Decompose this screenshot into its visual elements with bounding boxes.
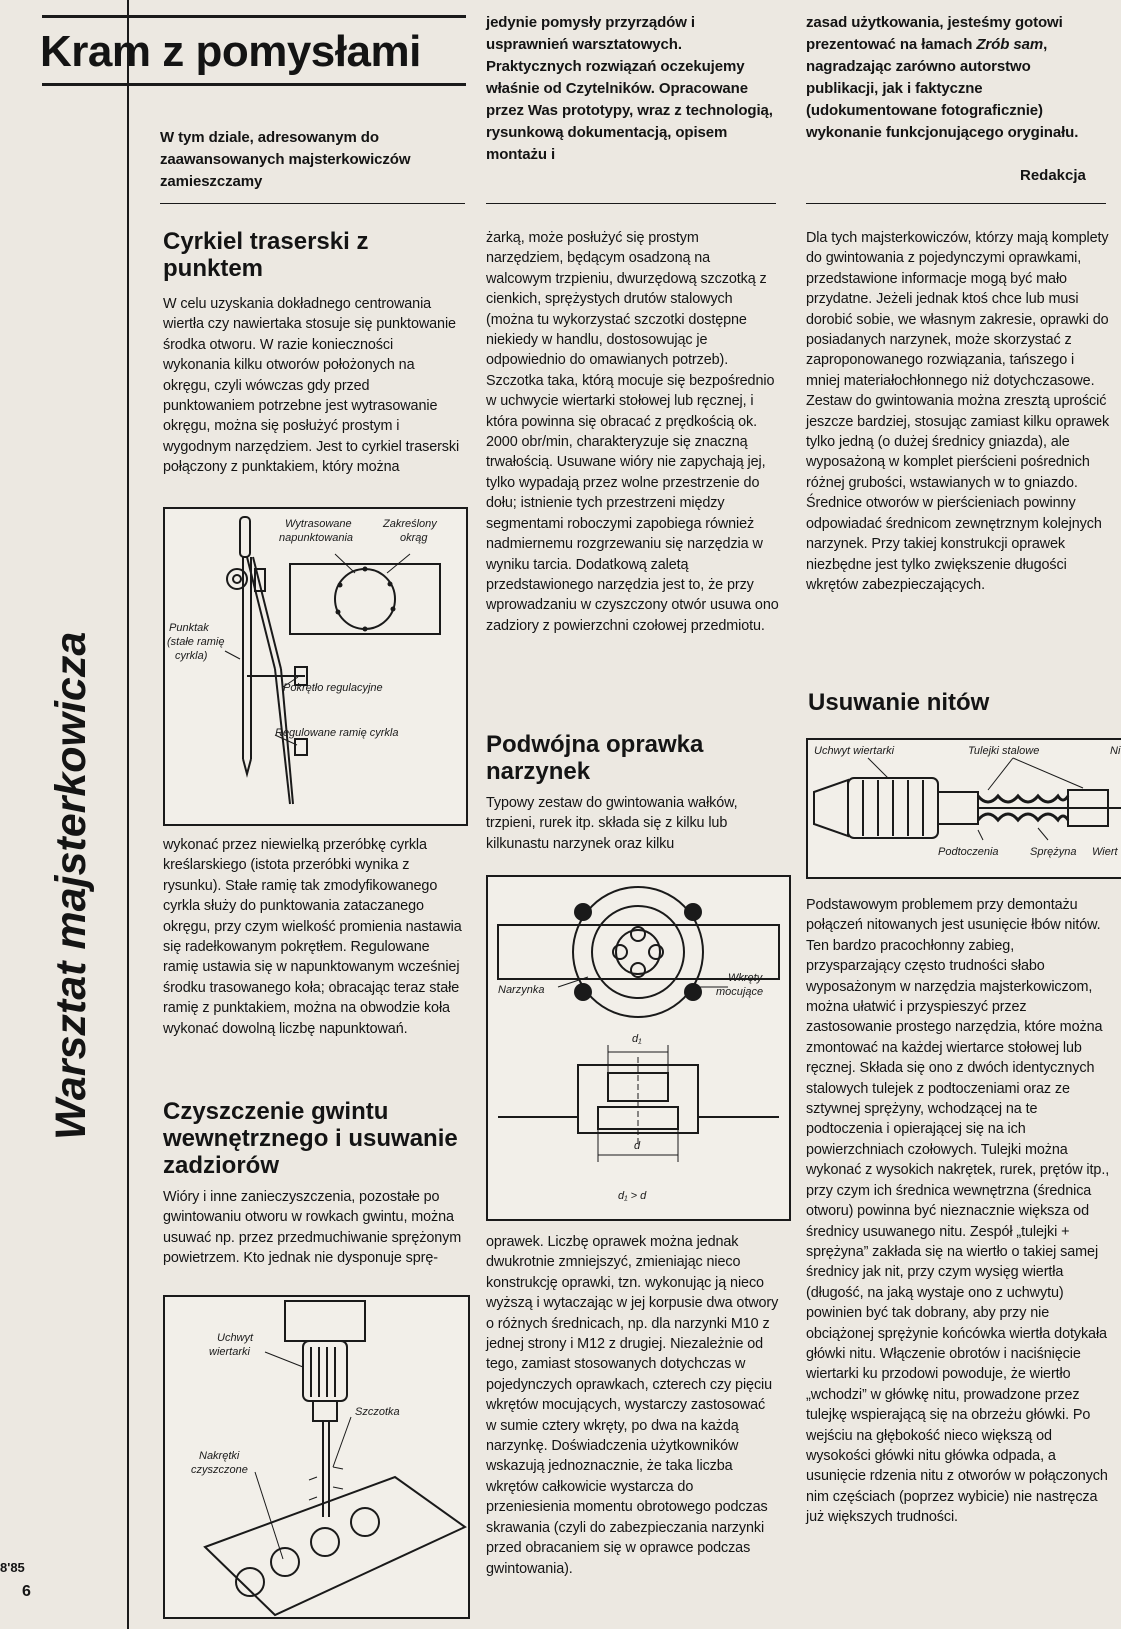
label-nity-nit: Ni <box>1110 745 1121 757</box>
article-body-nity: Podstawowym problemem przy demontażu połączeń nitowanych jest usunięcie łbów nitów. Ten bardzo pracochłonny zabieg, przysparzający często trudności słabo wyposażonym w narzędzia majsterkowiczom, można ułatwić i przyspieszyć przez zastosowanie prostego narzędzia, które można zmontować na każdej wiertarce stołowej lub ręcznej. Składa się ono z dwóch identycznych stalowych tulejek z podtoczeniami oraz ze sztywnej sprężyny, wchodzącej na te podtoczenia i opierającej się na ich powierzchniach czołowych. Tulejki można wykonać z wysokich nakrętek, rurek, prętów itp., przy czym ich średnica wewnętrzna (średnica otworu) powinna być nieznacznie większa od średnicy usuwanego nitu. Zespół „tulejki + sprężyna” zakłada się na wiertło o takiej samej średnicy jak nit, przy czym wysięg wiertła (długość, na jaką wystaje ono z uchwytu) powinien być tak dobrany, aby przy nie obciążonej sprężynie końcówka wiertła dotykała główki nitu. Włączenie obrotów i naciśnięcie wiertarki ku przodowi powoduje, że wiertło „wchodzi” w główkę nitu, prowadzone przez tulejkę wspierającą się na obrzeżu główki. Po wejściu na głębokość nieco większą od wysokości główki nitu główka odpada, a usunięcie rdzenia nitu z otworów w połączonych nim częściach (poprzez wybicie) nie nastręcza już większych trudności. <box>806 897 1110 1526</box>
header-top-rule <box>42 15 466 18</box>
label-wkrety-1: Wkręty <box>728 972 763 984</box>
label-wytrasowane-1: Wytrasowane <box>285 518 352 530</box>
article-title-nity: Usuwanie nitów <box>808 689 990 716</box>
intro-divider-1 <box>160 203 465 204</box>
article-title-cyrkiel: Cyrkiel traserski z punktem <box>163 228 369 282</box>
issue-number: 8'85 <box>0 1560 25 1575</box>
figure-szczotka <box>163 1295 470 1619</box>
label-regulowane-ramie: Regulowane ramię cyrkla <box>275 727 399 739</box>
label-punktak-2: (stałe ramię <box>167 636 225 648</box>
label-nakretki-2: czyszczone <box>191 1464 248 1476</box>
label-punktak-1: Punktak <box>169 622 209 634</box>
left-vertical-rule <box>127 0 129 1629</box>
label-uchwyt-1: Uchwyt <box>217 1332 254 1344</box>
editorial-signature: Redakcja <box>1020 167 1086 184</box>
label-nity-uchwyt: Uchwyt wiertarki <box>814 745 895 757</box>
label-narzynka: Narzynka <box>498 984 545 996</box>
figure-oprawka <box>486 875 791 1221</box>
label-d-relation: d₁ > d <box>618 1190 647 1202</box>
label-nity-tulejki: Tulejki stalowe <box>968 745 1040 757</box>
figure-nity <box>806 738 1121 879</box>
label-wytrasowane-2: napunktowania <box>279 532 354 544</box>
label-szczotka: Szczotka <box>355 1406 400 1418</box>
label-punktak-3: cyrkla) <box>175 650 208 662</box>
label-uchwyt-2: wiertarki <box>209 1346 250 1358</box>
article-title-oprawka: Podwójna oprawka narzynek <box>486 731 704 785</box>
magazine-name: Zrób sam <box>976 36 1044 53</box>
intro-divider-3 <box>806 203 1106 204</box>
intro-col3 <box>806 12 1106 144</box>
label-okrag-2: okrąg <box>400 532 428 544</box>
article-body-cyrkiel-2: wykonać przez niewielką przeróbkę cyrkla kreślarskiego (istota przeróbki wynika z rysunku). Stałe ramię tak zmodyfikowanego cyrkla służy do punktowania zataczanego okręgu, przy czym wielkość promienia nastawia się radełkowanym pokrętłem. Regulowane ramię ustawia się w napunktowanym wcześniej środku trasowanego koła; obracając teraz stałe ramię z punktakiem, można na obwodzie koła wykonać dowolną liczbę napunktowań. <box>163 837 462 1037</box>
article-body-oprawka-1: Typowy zestaw do gwintowania wałków, trzpieni, rurek itp. składa się z kilku lub kilkunastu narzynek oraz kilku <box>486 795 738 852</box>
label-nity-sprezyna: Sprężyna <box>1030 846 1077 858</box>
intro-col3-pre: zasad użytkowania, jesteśmy gotowi prezentować na łamach <box>806 14 1063 53</box>
article-body-oprawka-2: oprawek. Liczbę oprawek można jednak dwukrotnie zmniejszyć, zmieniając nieco konstrukcję oprawki, tzn. wykonując ją nieco wyższą i wytaczając w jej korpusie dwa otwory o różnych średnicach, np. dla narzynki M10 z jednej strony i M12 z drugiej. Niezależnie od tego, zamiast stosowanych dotychczas w pojedynczych oprawkach, czterech czy pięciu wkrętów mocujących, wystarczy zastosować w sumie cztery wkręty, po dwa na każdą narzynkę. Doświadczenia użytkowników wskazują jednoznacznie, że taka liczba wkrętów całkowicie wystarcza do przeniesienia momentu obrotowego podczas skrawania (czyli do zabezpieczania narzynki przed obracaniem się w oprawce podczas gwintowania). <box>486 1234 779 1577</box>
label-wkrety-2: mocujące <box>716 986 764 998</box>
section-vertical-title: Warsztat majsterkowicza <box>47 631 95 1140</box>
intro-col2: jedynie pomysły przyrządów i usprawnień warsztatowych. Praktycznych rozwiązań oczekujemy właśnie od Czytelników. Opracowane przez Was prototypy, wraz z technologią, rysunkową dokumentacją, opisem montażu i <box>486 14 773 163</box>
label-okrag-1: Zakreślony <box>383 518 437 530</box>
label-pokretlo: Pokrętło regulacyjne <box>283 682 383 694</box>
page-title: Kram z pomysłami <box>40 27 421 76</box>
intro-divider-2 <box>486 203 776 204</box>
intro-col1: W tym dziale, adresowanym do zaawansowanych majsterkowiczów zamieszczamy <box>160 129 411 190</box>
article-body-oprawka-3: Dla tych majsterkowiczów, którzy mają komplety do gwintowania z pojedynczymi oprawkami, przedstawione informacje mogą być mało przydatne. Jeżeli jednak ktoś chce lub musi dorobić sobie, we własnym zakresie, oprawki do posiadanych narzynek, może skorzystać z zaproponowanego rozwiązania, tańszego i mniej materiałochłonnego niż dotychczasowe. Zestaw do gwintowania można zresztą uprościć jeszcze bardziej, stosując zamiast kilku oprawek tylko jedną (o dużej średnicy gniazda), ale wyposażoną w komplet pierścieni pośrednich różnej grubości, wstawianych w to gniazdo. Średnice otworów w pierścieniach powinny odpowiadać średnicom zewnętrznym kolejnych narzynek. Przy takiej konstrukcji oprawek niezbędne jest tylko zwiększenie długości wkrętów zabezpieczających. <box>806 230 1110 593</box>
label-nakretki-1: Nakrętki <box>199 1450 240 1462</box>
page-number: 6 <box>22 1583 31 1600</box>
intro-col3-post: , nagradzając zarówno autorstwo publikacji, jak i faktyczne (udokumentowane fotograficznie) wykonanie funkcjonującego oryginału. <box>806 36 1079 141</box>
label-d: d <box>634 1140 641 1152</box>
figure-cyrkiel <box>163 507 468 826</box>
article-body-cyrkiel-1: W celu uzyskania dokładnego centrowania wiertła czy nawiertaka stosuje się punktowanie środka otworu. W razie konieczności wykonania kilku otworów położonych na okręgu, czyli wówczas gdy przed punktowaniem potrzebne jest wytrasowanie okręgu, można się posłużyć prostym i wygodnym narzędziem. Jest to cyrkiel traserski połączony z punktakiem, który można <box>163 296 460 476</box>
article-body-czyszczenie-1: Wióry i inne zanieczyszczenia, pozostałe po gwintowaniu otworu w rowkach gwintu, można usuwać np. przez przedmuchiwanie sprężonym powietrzem. Kto jednak nie dysponuje sprę- <box>163 1189 462 1267</box>
header-bottom-rule <box>42 83 466 86</box>
article-body-czyszczenie-2: żarką, może posłużyć się prostym narzędziem, będącym osadzoną na walcowym trzpieniu, dwurzędową szczotką z cienkich, sprężystych drutów stalowych (można tu wykorzystać szczotki dostępne niekiedy w handlu, dostosowując je odpowiednio do omawianych potrzeb). Szczotka taka, którą mocuje się bezpośrednio w uchwycie wiertarki stołowej lub ręcznej, i która powinna się obracać z prędkością ok. 2000 obr/min, charakteryzuje się znaczną trwałością. Usuwane wióry nie zapychają jej, tylko wypadają przez wolne przestrzenie do dołu; istnienie tych przestrzeni między segmentami roboczymi zapobiega również nadmiernemu rozgrzewaniu się narzędzia w wyniku tarcia. Dodatkową zaletą przedstawionego narzędzia jest to, że przy wprowadzaniu w czyszczony otwór usuwa ono zadziory z powierzchni czołowej przedmiotu. <box>486 230 779 634</box>
label-d1: d₁ <box>632 1033 642 1045</box>
label-nity-podtoczenia: Podtoczenia <box>938 846 999 858</box>
article-title-czyszczenie: Czyszczenie gwintu wewnętrznego i usuwanie zadziorów <box>163 1098 458 1179</box>
label-nity-wiertlo: Wiert <box>1092 846 1118 858</box>
